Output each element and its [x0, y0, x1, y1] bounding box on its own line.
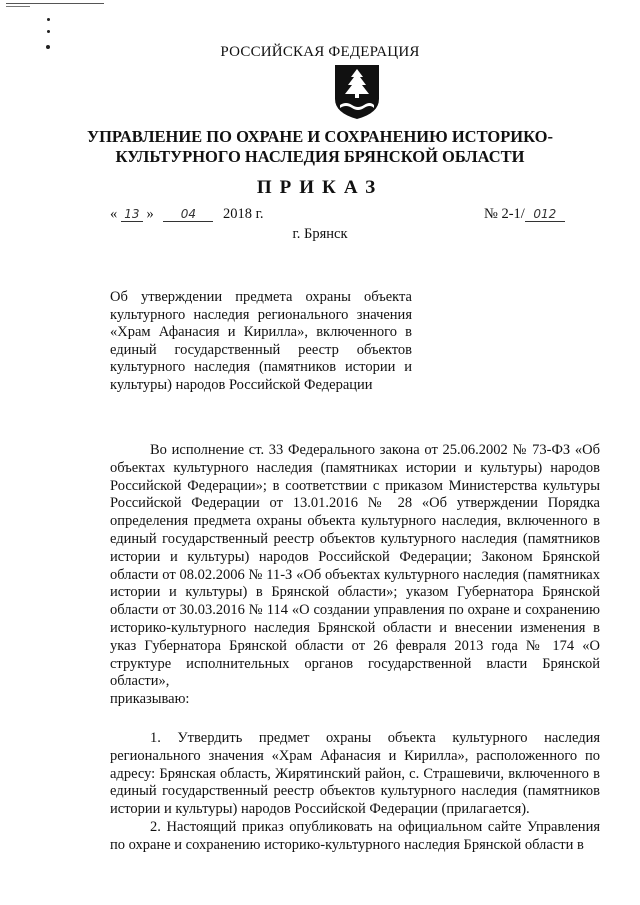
subject-line: Об утверждении предмета охраны объекта: [110, 289, 412, 305]
number-value: 012: [525, 207, 565, 222]
order-items: [110, 730, 600, 855]
subject-line: «Храм Афанасия и Кирилла», включенного в: [110, 324, 412, 341]
organization-line: УПРАВЛЕНИЕ ПО ОХРАНЕ И СОХРАНЕНИЮ ИСТОРИКО-: [86, 127, 553, 146]
document-date: [110, 206, 264, 223]
document-type: ПРИКАЗ: [256, 177, 384, 198]
date-quote-open: «: [110, 206, 118, 222]
document-city: г. Брянск: [292, 226, 348, 242]
scan-artifact-dot: [47, 30, 50, 33]
preamble-text: Во исполнение ст. 33 Федерального закона от 25.06.2002 № 73-ФЗ «Об объектах культурного наследия (памятниках истории и культуры) народов Российской Федерации»; в соответствии с приказом Министерства культуры Российской Федерации от 13.01.2016 № 28 «Об утверждении Порядка определения предмета охраны объекта культурного наследия, включенного в единый государственный реестр объектов культурного наследия (памятников истории и культуры) народов Российской Федерации; Законом Брянской области от 08.02.2006 № 11-З «Об объектах культурного наследия (памятниках истории и культуры) в Брянской области»; указом Губернатора Брянской области от 30.03.2016 № 114 «О создании управления по охране и сохранению историко-культурного наследия Брянской области и внесении изменения в указ Губернатора Брянской области от 26 февраля 2013 года № 174 «О структуре исполнительных органов государственной власти Брянской области»,: [110, 442, 600, 690]
subject-line: единый государственный реестр объектов: [110, 341, 412, 358]
document-number: [484, 206, 565, 223]
subject-line: культурного наследия регионального значения: [110, 306, 412, 323]
date-day: 13: [121, 207, 143, 222]
subject-line: культуры) народов Российской Федерации: [110, 376, 373, 393]
document-subject: [110, 289, 412, 395]
order-word: приказываю:: [110, 691, 190, 708]
subject-line: культурного наследия (памятников истории и: [110, 359, 412, 376]
federation-header: РОССИЙСКАЯ ФЕДЕРАЦИЯ: [220, 44, 420, 60]
organization-name: [0, 127, 640, 167]
scan-artifact-line: [6, 6, 30, 7]
number-prefix: № 2-1/: [484, 206, 525, 222]
organization-line: КУЛЬТУРНОГО НАСЛЕДИЯ БРЯНСКОЙ ОБЛАСТИ: [115, 147, 525, 166]
coat-of-arms-icon: [332, 63, 382, 121]
preamble-paragraph: [110, 442, 600, 709]
scan-artifact-dot: [47, 18, 50, 21]
scan-artifact-line: [6, 3, 104, 4]
order-item-2: 2. Настоящий приказ опубликовать на официальном сайте Управления по охране и сохранению историко-культурного наследия Брянской области в: [110, 818, 600, 853]
date-quote-close: »: [146, 206, 154, 222]
date-year: 2018 г.: [223, 206, 264, 222]
order-item-1: 1. Утвердить предмет охраны объекта культурного наследия регионального значения «Храм Афанасия и Кирилла», расположенного по адресу: Брянская область, Жирятинский район, с. Страшевичи, включенного в единый государственный реестр объектов культурного наследия (памятников истории и культуры) народов Российской Федерации (прилагается).: [110, 730, 600, 818]
date-month: 04: [163, 207, 213, 222]
